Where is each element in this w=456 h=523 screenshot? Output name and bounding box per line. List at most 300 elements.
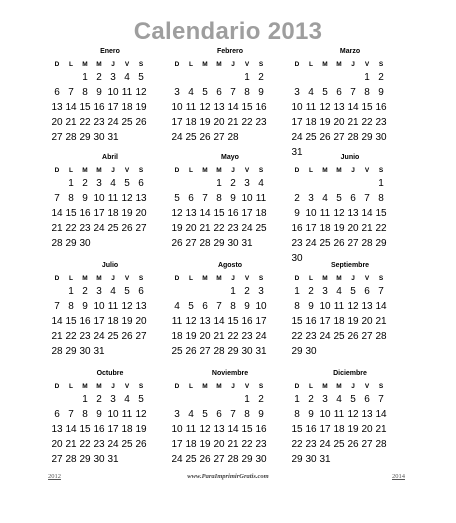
day-cell: 20 bbox=[199, 331, 211, 342]
weekday-label: M bbox=[96, 167, 102, 174]
day-cell bbox=[346, 70, 360, 85]
day-cell: 28 bbox=[227, 454, 239, 465]
day-cell: 8 bbox=[364, 87, 370, 98]
day-cell: 17 bbox=[319, 424, 331, 435]
day-cell: 21 bbox=[65, 439, 77, 450]
week-row bbox=[50, 422, 148, 437]
day-cell: 26 bbox=[121, 223, 133, 234]
weekday-label: S bbox=[258, 61, 264, 68]
day-cell bbox=[106, 344, 120, 359]
day-cell: 5 bbox=[138, 72, 144, 83]
day-cell: 5 bbox=[188, 301, 194, 312]
day-cell: 13 bbox=[199, 316, 211, 327]
weekday-label: V bbox=[364, 61, 370, 68]
weekday-label: V bbox=[124, 275, 130, 282]
day-cell: 27 bbox=[213, 132, 225, 143]
day-cell: 3 bbox=[322, 394, 328, 405]
day-cell: 12 bbox=[199, 102, 211, 113]
day-cell: 29 bbox=[65, 238, 77, 249]
weekday-header bbox=[290, 165, 388, 176]
weekday-label: L bbox=[309, 275, 313, 282]
day-cell: 5 bbox=[124, 178, 130, 189]
day-cell: 16 bbox=[255, 102, 267, 113]
day-cell bbox=[254, 130, 268, 145]
weekday-header bbox=[290, 59, 388, 70]
day-cell: 26 bbox=[347, 331, 359, 342]
day-cell bbox=[184, 70, 198, 85]
website-credit[interactable]: www.ParaImprimirGratis.com bbox=[187, 473, 269, 480]
day-cell: 30 bbox=[255, 454, 267, 465]
day-cell: 14 bbox=[199, 208, 211, 219]
day-cell: 13 bbox=[185, 208, 197, 219]
day-cell: 19 bbox=[171, 223, 183, 234]
day-cell: 26 bbox=[121, 331, 133, 342]
day-cell: 4 bbox=[258, 178, 264, 189]
day-cell: 27 bbox=[361, 439, 373, 450]
day-cell: 15 bbox=[291, 424, 303, 435]
day-cell: 9 bbox=[308, 409, 314, 420]
day-cell: 8 bbox=[216, 193, 222, 204]
weekday-label: D bbox=[174, 275, 180, 282]
day-cell bbox=[360, 452, 374, 467]
day-cell: 30 bbox=[93, 132, 105, 143]
day-cell: 17 bbox=[107, 102, 119, 113]
day-cell: 13 bbox=[213, 102, 225, 113]
day-cell: 23 bbox=[79, 331, 91, 342]
month-noviembre bbox=[170, 368, 290, 464]
week-row bbox=[50, 284, 148, 299]
day-cell: 27 bbox=[135, 331, 147, 342]
weekday-label: S bbox=[258, 383, 264, 390]
day-cell: 29 bbox=[79, 132, 91, 143]
day-cell: 18 bbox=[333, 316, 345, 327]
weekday-header bbox=[50, 273, 148, 284]
day-cell: 28 bbox=[375, 331, 387, 342]
month-name: Septiembre bbox=[330, 262, 370, 269]
day-cell: 14 bbox=[361, 208, 373, 219]
weekday-label: L bbox=[309, 383, 313, 390]
week-row bbox=[50, 100, 148, 115]
day-cell: 12 bbox=[135, 409, 147, 420]
weekday-label: M bbox=[216, 167, 222, 174]
day-cell: 4 bbox=[188, 409, 194, 420]
day-cell bbox=[346, 344, 360, 359]
day-cell: 26 bbox=[199, 132, 211, 143]
month-diciembre bbox=[290, 368, 410, 464]
day-cell: 7 bbox=[378, 286, 384, 297]
day-cell bbox=[290, 176, 304, 191]
week-row bbox=[50, 236, 148, 251]
day-cell: 27 bbox=[51, 454, 63, 465]
month-name: Mayo bbox=[221, 154, 239, 161]
day-cell: 2 bbox=[82, 178, 88, 189]
day-cell: 25 bbox=[107, 331, 119, 342]
weekday-label: S bbox=[378, 61, 384, 68]
month-name: Junio bbox=[340, 154, 360, 161]
day-cell: 7 bbox=[216, 301, 222, 312]
day-cell: 31 bbox=[107, 132, 119, 143]
weekday-label: V bbox=[244, 167, 250, 174]
week-row bbox=[290, 191, 388, 206]
day-cell bbox=[120, 130, 134, 145]
weekday-header bbox=[50, 59, 148, 70]
day-cell: 30 bbox=[305, 346, 317, 357]
week-row bbox=[170, 452, 268, 467]
day-cell: 28 bbox=[213, 346, 225, 357]
day-cell: 11 bbox=[107, 301, 119, 312]
week-row bbox=[170, 85, 268, 100]
day-cell bbox=[134, 130, 148, 145]
day-cell: 28 bbox=[375, 439, 387, 450]
week-row bbox=[170, 437, 268, 452]
day-cell: 11 bbox=[319, 208, 331, 219]
day-cell: 20 bbox=[185, 223, 197, 234]
week-row bbox=[290, 115, 388, 130]
week-row bbox=[290, 176, 388, 191]
day-cell bbox=[346, 452, 360, 467]
day-cell bbox=[106, 236, 120, 251]
day-cell: 1 bbox=[68, 178, 74, 189]
day-cell: 17 bbox=[107, 424, 119, 435]
day-cell: 24 bbox=[291, 132, 303, 143]
weekday-label: M bbox=[336, 275, 342, 282]
day-cell bbox=[360, 176, 374, 191]
day-cell: 29 bbox=[213, 238, 225, 249]
day-cell: 29 bbox=[291, 454, 303, 465]
day-cell: 29 bbox=[65, 346, 77, 357]
day-cell: 7 bbox=[202, 193, 208, 204]
day-cell: 23 bbox=[227, 223, 239, 234]
day-cell: 17 bbox=[171, 439, 183, 450]
day-cell: 17 bbox=[93, 316, 105, 327]
day-cell: 7 bbox=[350, 87, 356, 98]
week-row bbox=[290, 407, 388, 422]
week-row bbox=[290, 452, 388, 467]
day-cell: 19 bbox=[135, 424, 147, 435]
day-cell: 18 bbox=[171, 331, 183, 342]
day-cell: 28 bbox=[51, 238, 63, 249]
week-row bbox=[170, 329, 268, 344]
week-row bbox=[290, 344, 388, 359]
day-cell: 18 bbox=[185, 439, 197, 450]
weekday-label: M bbox=[82, 275, 88, 282]
day-cell: 24 bbox=[107, 439, 119, 450]
week-row bbox=[290, 422, 388, 437]
day-cell: 23 bbox=[93, 117, 105, 128]
day-cell: 7 bbox=[54, 193, 60, 204]
month-name: Diciembre bbox=[333, 370, 367, 377]
weekday-label: S bbox=[258, 167, 264, 174]
day-cell: 6 bbox=[336, 87, 342, 98]
day-cell: 16 bbox=[79, 316, 91, 327]
day-cell: 5 bbox=[138, 394, 144, 405]
day-cell: 23 bbox=[305, 331, 317, 342]
day-cell: 15 bbox=[65, 208, 77, 219]
day-cell: 21 bbox=[361, 223, 373, 234]
weekday-label: V bbox=[124, 61, 130, 68]
weekday-label: J bbox=[231, 275, 235, 282]
day-cell: 16 bbox=[93, 424, 105, 435]
week-row bbox=[290, 85, 388, 100]
day-cell: 22 bbox=[79, 117, 91, 128]
day-cell: 26 bbox=[135, 439, 147, 450]
day-cell: 3 bbox=[96, 286, 102, 297]
week-row bbox=[290, 70, 388, 85]
day-cell bbox=[170, 176, 184, 191]
day-cell: 16 bbox=[93, 102, 105, 113]
day-cell: 11 bbox=[185, 102, 197, 113]
day-cell: 19 bbox=[135, 102, 147, 113]
day-cell: 27 bbox=[135, 223, 147, 234]
day-cell: 22 bbox=[65, 331, 77, 342]
weekday-label: D bbox=[294, 61, 300, 68]
day-cell: 10 bbox=[291, 102, 303, 113]
day-cell: 15 bbox=[65, 316, 77, 327]
day-cell: 9 bbox=[82, 301, 88, 312]
day-cell: 31 bbox=[93, 346, 105, 357]
week-row bbox=[50, 299, 148, 314]
day-cell: 16 bbox=[241, 316, 253, 327]
day-cell: 3 bbox=[294, 87, 300, 98]
day-cell bbox=[184, 392, 198, 407]
day-cell: 23 bbox=[375, 117, 387, 128]
weekday-label: J bbox=[351, 275, 355, 282]
weekday-label: D bbox=[294, 167, 300, 174]
weekday-label: L bbox=[309, 61, 313, 68]
weekday-header bbox=[170, 273, 268, 284]
day-cell: 2 bbox=[96, 394, 102, 405]
day-cell: 8 bbox=[378, 193, 384, 204]
day-cell: 3 bbox=[110, 394, 116, 405]
day-cell: 3 bbox=[244, 178, 250, 189]
day-cell: 6 bbox=[350, 193, 356, 204]
day-cell: 4 bbox=[124, 72, 130, 83]
month-name: Marzo bbox=[339, 48, 361, 55]
day-cell: 6 bbox=[188, 193, 194, 204]
day-cell: 20 bbox=[361, 424, 373, 435]
day-cell: 4 bbox=[322, 193, 328, 204]
week-row bbox=[50, 115, 148, 130]
month-name: Febrero bbox=[216, 48, 244, 55]
day-cell: 12 bbox=[319, 102, 331, 113]
day-cell: 10 bbox=[107, 87, 119, 98]
month-name: Noviembre bbox=[211, 370, 249, 377]
week-row bbox=[290, 299, 388, 314]
day-cell: 20 bbox=[51, 117, 63, 128]
week-row bbox=[170, 191, 268, 206]
day-cell: 28 bbox=[65, 132, 77, 143]
weekday-label: M bbox=[336, 383, 342, 390]
day-cell: 2 bbox=[308, 394, 314, 405]
day-cell: 1 bbox=[294, 286, 300, 297]
weekday-label: V bbox=[124, 383, 130, 390]
week-row bbox=[170, 221, 268, 236]
day-cell: 17 bbox=[93, 208, 105, 219]
day-cell: 20 bbox=[213, 117, 225, 128]
day-cell: 26 bbox=[199, 454, 211, 465]
day-cell: 7 bbox=[378, 394, 384, 405]
day-cell: 6 bbox=[202, 301, 208, 312]
day-cell: 20 bbox=[135, 316, 147, 327]
day-cell: 2 bbox=[230, 178, 236, 189]
weekday-label: M bbox=[336, 61, 342, 68]
week-row bbox=[290, 437, 388, 452]
weekday-label: M bbox=[82, 167, 88, 174]
day-cell bbox=[198, 70, 212, 85]
day-cell: 13 bbox=[361, 301, 373, 312]
day-cell: 21 bbox=[213, 331, 225, 342]
week-row bbox=[170, 407, 268, 422]
weekday-label: D bbox=[294, 383, 300, 390]
day-cell: 23 bbox=[241, 331, 253, 342]
week-row bbox=[170, 130, 268, 145]
day-cell: 12 bbox=[199, 424, 211, 435]
day-cell: 22 bbox=[65, 223, 77, 234]
day-cell: 17 bbox=[241, 208, 253, 219]
weekday-label: L bbox=[189, 61, 193, 68]
day-cell bbox=[170, 284, 184, 299]
day-cell bbox=[304, 70, 318, 85]
day-cell: 29 bbox=[375, 238, 387, 249]
weekday-header bbox=[50, 381, 148, 392]
weekday-label: S bbox=[378, 275, 384, 282]
day-cell: 3 bbox=[258, 286, 264, 297]
week-row bbox=[50, 437, 148, 452]
day-cell: 25 bbox=[333, 439, 345, 450]
day-cell: 30 bbox=[79, 346, 91, 357]
day-cell: 16 bbox=[305, 424, 317, 435]
weekday-label: S bbox=[138, 275, 144, 282]
week-row bbox=[290, 392, 388, 407]
day-cell: 1 bbox=[244, 72, 250, 83]
day-cell: 17 bbox=[255, 316, 267, 327]
weekday-header bbox=[170, 381, 268, 392]
day-cell: 17 bbox=[171, 117, 183, 128]
day-cell: 30 bbox=[305, 454, 317, 465]
week-row bbox=[50, 206, 148, 221]
day-cell: 3 bbox=[308, 193, 314, 204]
day-cell: 10 bbox=[319, 409, 331, 420]
day-cell bbox=[226, 70, 240, 85]
day-cell: 31 bbox=[255, 346, 267, 357]
day-cell: 9 bbox=[96, 409, 102, 420]
week-row bbox=[290, 206, 388, 221]
next-year-link[interactable]: 2014 bbox=[392, 473, 405, 480]
weekday-header bbox=[50, 165, 148, 176]
day-cell bbox=[120, 344, 134, 359]
day-cell: 18 bbox=[185, 117, 197, 128]
day-cell bbox=[134, 344, 148, 359]
day-cell: 24 bbox=[241, 223, 253, 234]
day-cell: 25 bbox=[319, 238, 331, 249]
day-cell bbox=[318, 176, 332, 191]
day-cell: 22 bbox=[227, 331, 239, 342]
weekday-label: V bbox=[364, 167, 370, 174]
day-cell: 8 bbox=[82, 87, 88, 98]
week-row bbox=[50, 70, 148, 85]
day-cell bbox=[374, 452, 388, 467]
weekday-label: D bbox=[54, 167, 60, 174]
day-cell: 16 bbox=[305, 316, 317, 327]
day-cell: 6 bbox=[364, 394, 370, 405]
month-abril bbox=[50, 152, 170, 260]
day-cell: 16 bbox=[255, 424, 267, 435]
day-cell bbox=[184, 176, 198, 191]
weekday-header bbox=[170, 165, 268, 176]
month-name: Julio bbox=[101, 262, 119, 269]
week-row bbox=[50, 85, 148, 100]
day-cell bbox=[346, 176, 360, 191]
day-cell: 20 bbox=[333, 117, 345, 128]
day-cell: 25 bbox=[255, 223, 267, 234]
day-cell: 18 bbox=[255, 208, 267, 219]
day-cell: 2 bbox=[378, 72, 384, 83]
day-cell: 15 bbox=[241, 424, 253, 435]
day-cell: 27 bbox=[213, 454, 225, 465]
weekday-label: M bbox=[82, 61, 88, 68]
day-cell: 15 bbox=[79, 102, 91, 113]
day-cell: 25 bbox=[185, 454, 197, 465]
day-cell: 28 bbox=[199, 238, 211, 249]
day-cell bbox=[50, 70, 64, 85]
weekday-label: M bbox=[336, 167, 342, 174]
day-cell: 15 bbox=[375, 208, 387, 219]
day-cell: 2 bbox=[244, 286, 250, 297]
day-cell: 4 bbox=[110, 178, 116, 189]
day-cell bbox=[318, 344, 332, 359]
week-row bbox=[290, 130, 388, 145]
day-cell: 12 bbox=[135, 87, 147, 98]
week-row bbox=[50, 221, 148, 236]
weekday-label: M bbox=[216, 275, 222, 282]
weekday-label: L bbox=[69, 275, 73, 282]
day-cell: 13 bbox=[347, 208, 359, 219]
day-cell: 28 bbox=[347, 132, 359, 143]
day-cell bbox=[64, 70, 78, 85]
day-cell: 1 bbox=[378, 178, 384, 189]
prev-year-link[interactable]: 2012 bbox=[48, 473, 61, 480]
day-cell: 4 bbox=[336, 394, 342, 405]
day-cell: 8 bbox=[244, 87, 250, 98]
day-cell: 18 bbox=[121, 102, 133, 113]
day-cell: 4 bbox=[308, 87, 314, 98]
day-cell: 18 bbox=[305, 117, 317, 128]
day-cell: 9 bbox=[96, 87, 102, 98]
day-cell: 8 bbox=[294, 409, 300, 420]
weekday-label: V bbox=[124, 167, 130, 174]
day-cell: 19 bbox=[199, 117, 211, 128]
weekday-label: L bbox=[69, 383, 73, 390]
day-cell: 7 bbox=[364, 193, 370, 204]
day-cell: 18 bbox=[107, 316, 119, 327]
day-cell: 14 bbox=[375, 301, 387, 312]
day-cell: 9 bbox=[244, 301, 250, 312]
day-cell: 5 bbox=[202, 87, 208, 98]
day-cell: 29 bbox=[241, 454, 253, 465]
week-row bbox=[290, 100, 388, 115]
day-cell bbox=[92, 236, 106, 251]
day-cell: 19 bbox=[347, 316, 359, 327]
week-row bbox=[50, 344, 148, 359]
day-cell: 3 bbox=[96, 178, 102, 189]
day-cell bbox=[134, 236, 148, 251]
day-cell: 6 bbox=[364, 286, 370, 297]
weekday-label: J bbox=[231, 167, 235, 174]
day-cell: 26 bbox=[135, 117, 147, 128]
week-row bbox=[50, 452, 148, 467]
weekday-label: M bbox=[82, 383, 88, 390]
weekday-label: J bbox=[111, 61, 115, 68]
